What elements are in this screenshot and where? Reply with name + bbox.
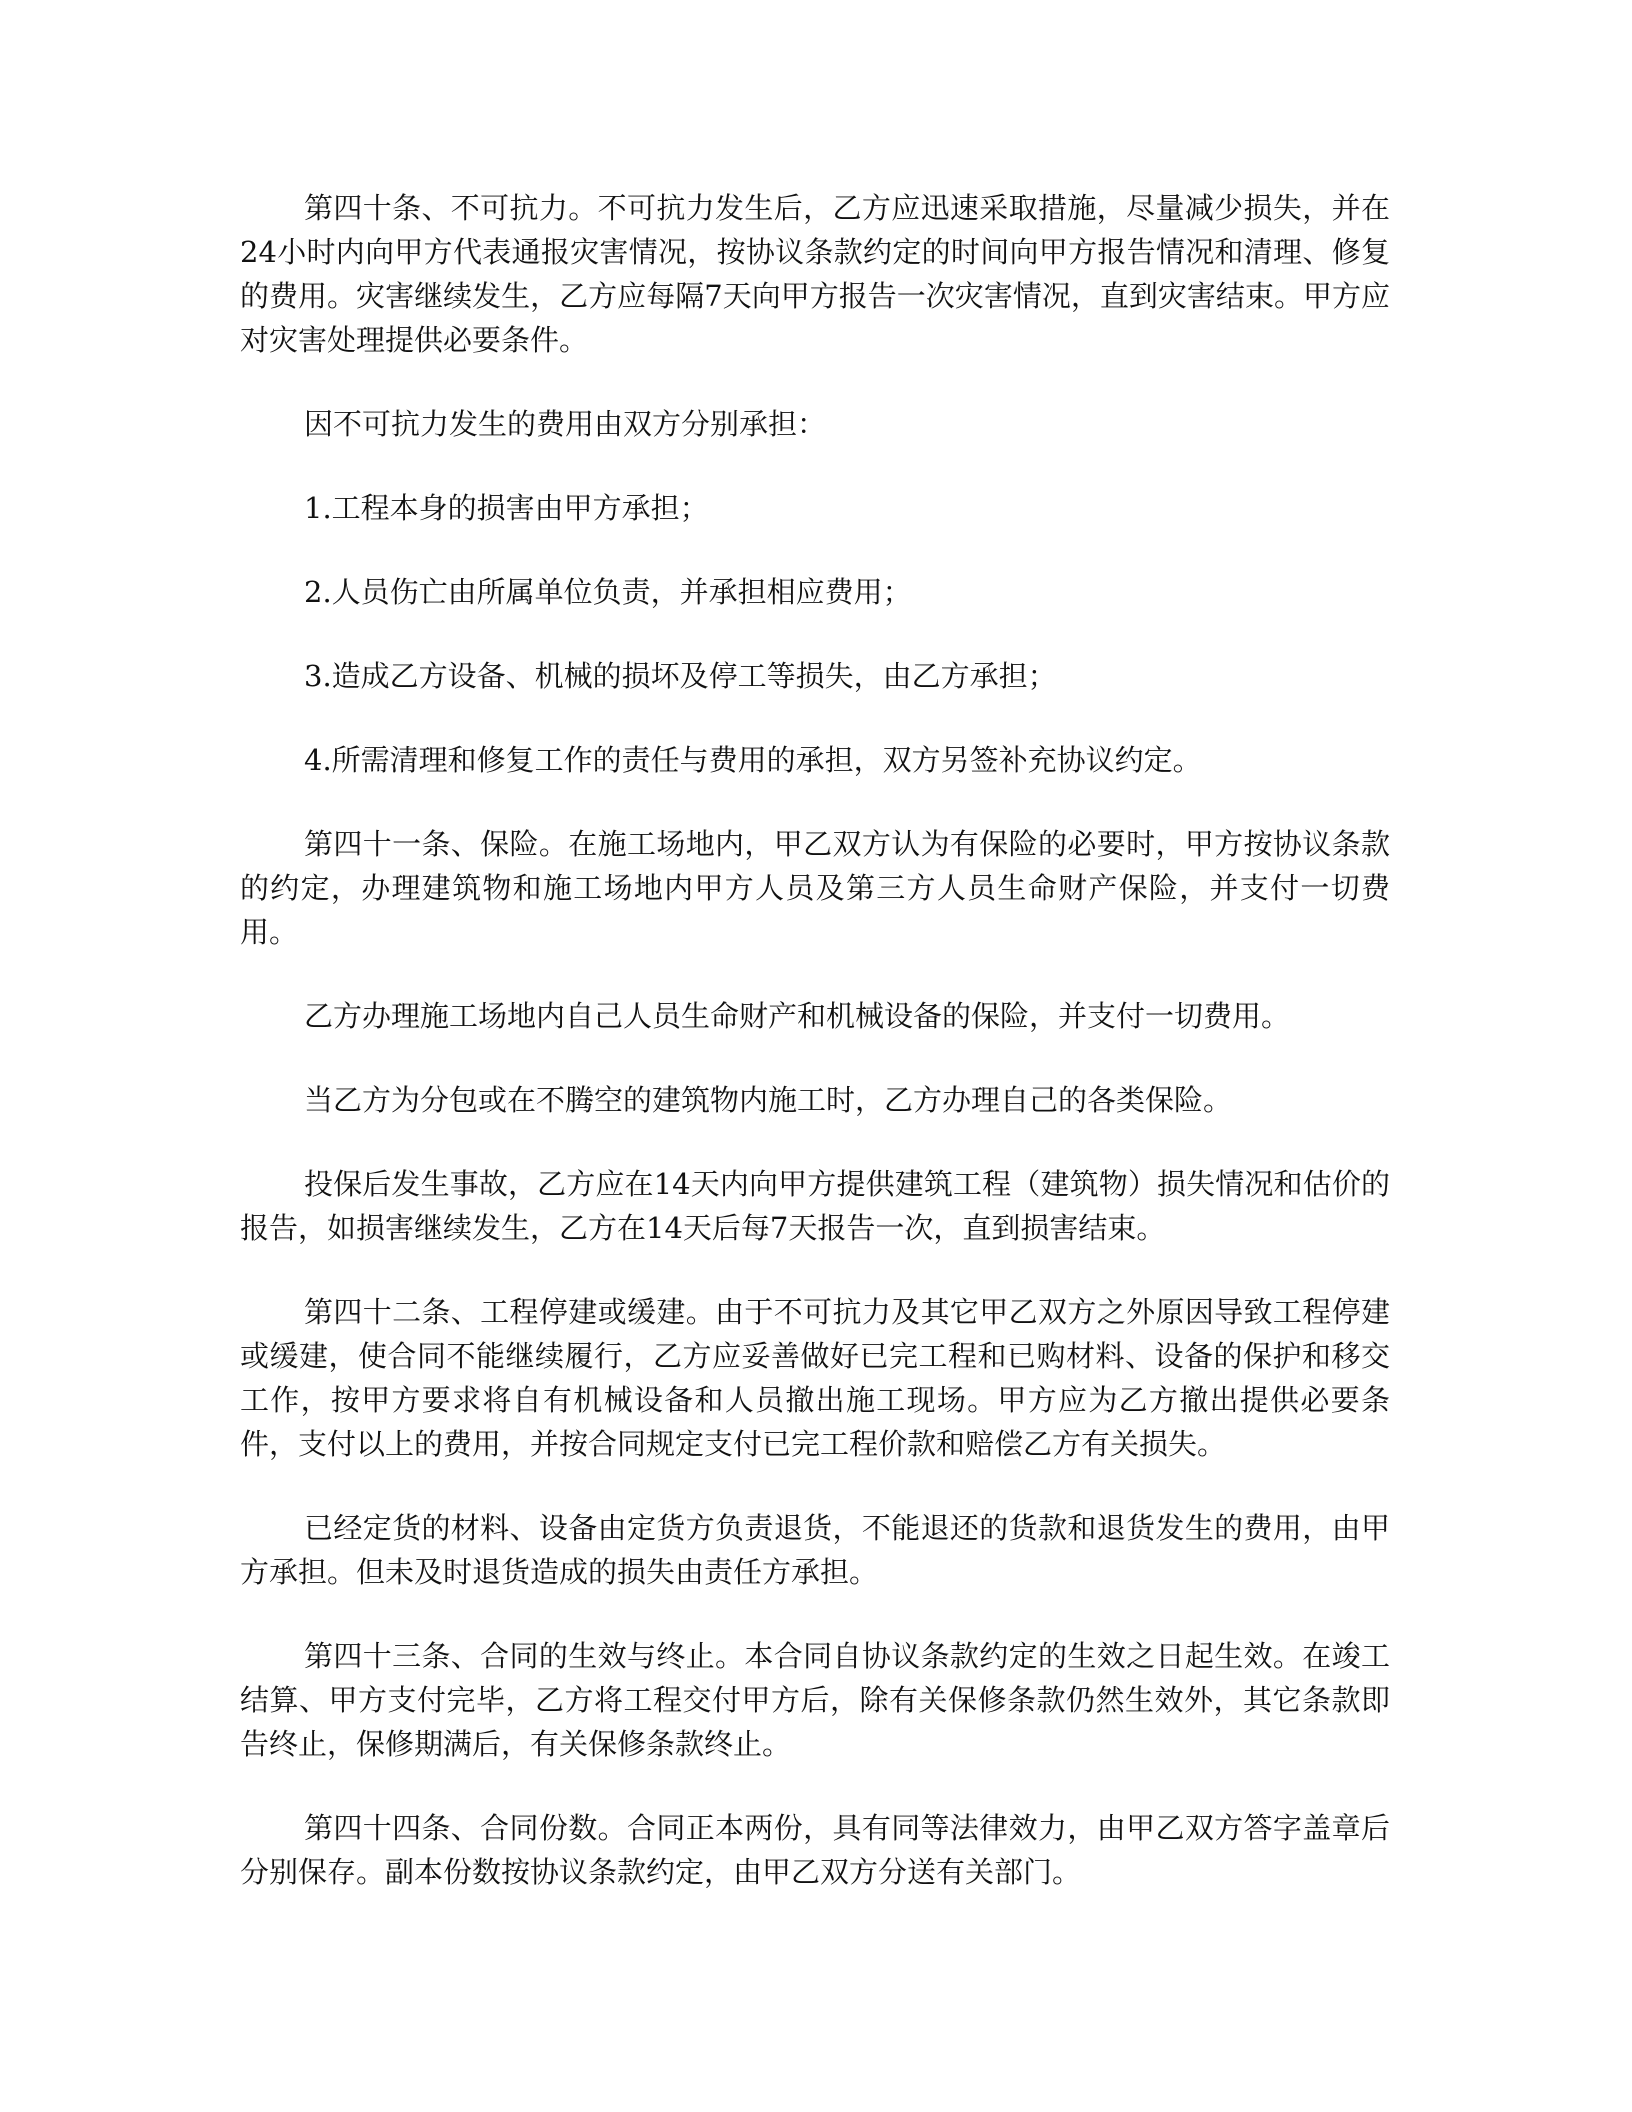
document-body: [240, 186, 1390, 1934]
article-42-paragraph: 第四十二条、工程停建或缓建。由于不可抗力及其它甲乙双方之外原因导致工程停建或缓建，使合同不能继续履行，乙方应妥善做好已完工程和已购材料、设备的保护和移交工作，按甲方要求将自有机械设备和人员撤出施工现场。甲方应为乙方撤出提供必要条件，支付以上的费用，并按合同规定支付已完工程价款和赔偿乙方有关损失。: [240, 1295, 1390, 1461]
article-44-paragraph: 第四十四条、合同份数。合同正本两份，具有同等法律效力，由甲乙双方答字盖章后分别保存。副本份数按协议条款约定，由甲乙双方分送有关部门。: [240, 1811, 1390, 1889]
list-item-4: 4.所需清理和修复工作的责任与费用的承担，双方另签补充协议约定。: [304, 743, 1202, 777]
insurance-accident-paragraph: 投保后发生事故，乙方应在14天内向甲方提供建筑工程（建筑物）损失情况和估价的报告，如损害继续发生，乙方在14天后每7天报告一次，直到损害结束。: [240, 1167, 1390, 1245]
force-majeure-costs-intro: 因不可抗力发生的费用由双方分别承担：: [304, 407, 827, 441]
insurance-party-b-paragraph: 乙方办理施工场地内自己人员生命财产和机械设备的保险，并支付一切费用。: [304, 999, 1291, 1033]
article-41-paragraph: 第四十一条、保险。在施工场地内，甲乙双方认为有保险的必要时，甲方按协议条款的约定，办理建筑物和施工场地内甲方人员及第三方人员生命财产保险，并支付一切费用。: [240, 827, 1390, 949]
article-43-paragraph: 第四十三条、合同的生效与终止。本合同自协议条款约定的生效之日起生效。在竣工结算、甲方支付完毕，乙方将工程交付甲方后，除有关保修条款仍然生效外，其它条款即告终止，保修期满后，有关保修条款终止。: [240, 1639, 1390, 1761]
list-item-3: 3.造成乙方设备、机械的损坏及停工等损失，由乙方承担；: [304, 659, 1057, 693]
list-item-2: 2.人员伤亡由所属单位负责，并承担相应费用；: [304, 575, 912, 609]
article-40-paragraph: 第四十条、不可抗力。不可抗力发生后，乙方应迅速采取措施，尽量减少损失，并在24小时内向甲方代表通报灾害情况，按协议条款约定的时间向甲方报告情况和清理、修复的费用。灾害继续发生，乙方应每隔7天向甲方报告一次灾害情况，直到灾害结束。甲方应对灾害处理提供必要条件。: [240, 191, 1390, 357]
insurance-subcontract-paragraph: 当乙方为分包或在不腾空的建筑物内施工时，乙方办理自己的各类保险。: [304, 1083, 1233, 1117]
ordered-materials-paragraph: 已经定货的材料、设备由定货方负责退货，不能退还的货款和退货发生的费用，由甲方承担。但未及时退货造成的损失由责任方承担。: [240, 1511, 1390, 1589]
list-item-1: 1.工程本身的损害由甲方承担；: [304, 491, 709, 525]
